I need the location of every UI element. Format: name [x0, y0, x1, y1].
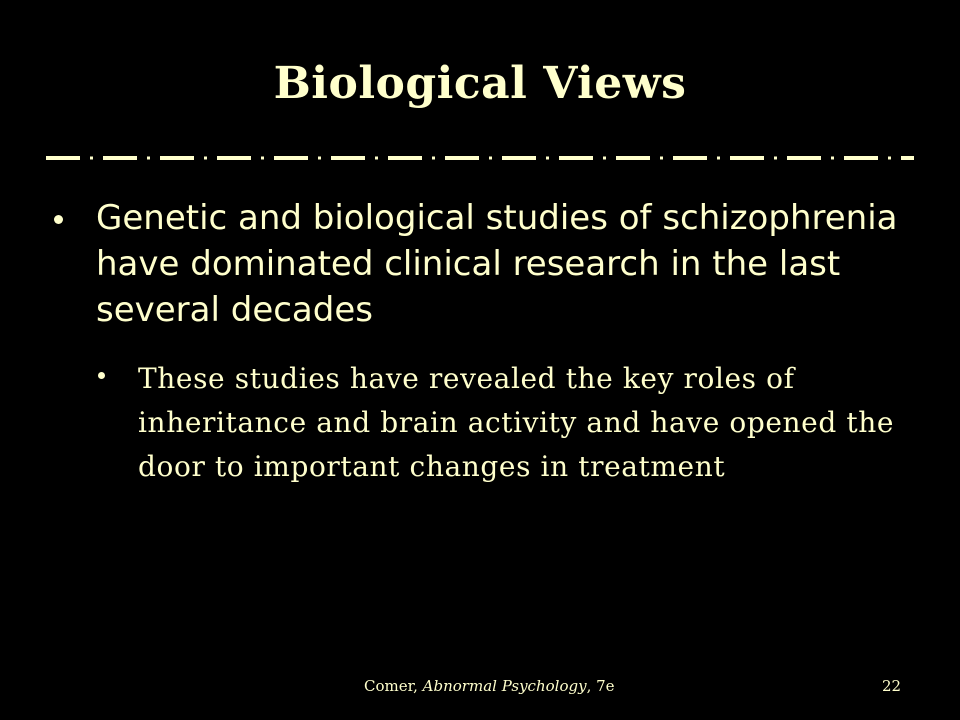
divider-dash [160, 156, 194, 160]
divider-dot [375, 157, 378, 160]
bullet-dot-icon [54, 215, 63, 224]
divider-dash [217, 156, 251, 160]
divider-dash [559, 156, 593, 160]
divider-dash [445, 156, 479, 160]
divider-dot [147, 157, 150, 160]
divider-dot [717, 157, 720, 160]
slide-body [52, 195, 912, 489]
divider-dash [730, 156, 764, 160]
bullet-text: Genetic and biological studies of schizophrenia have dominated clinical research in the last several decades [96, 198, 898, 330]
title-divider [46, 155, 914, 161]
footer-citation [364, 677, 615, 695]
divider-dot [261, 157, 264, 160]
divider-dot [489, 157, 492, 160]
divider-dot [660, 157, 663, 160]
divider-dot [888, 157, 891, 160]
divider-dash [673, 156, 707, 160]
divider-dash [274, 156, 308, 160]
divider-dash [388, 156, 422, 160]
divider-dash [844, 156, 878, 160]
divider-dot [432, 157, 435, 160]
divider-dash [901, 156, 914, 160]
divider-dash [331, 156, 365, 160]
divider-dot [774, 157, 777, 160]
divider-dot [90, 157, 93, 160]
sub-bullet-dot-icon [98, 372, 105, 379]
divider-dash [103, 156, 137, 160]
footer-author: Comer, [364, 677, 423, 695]
bullet-item [52, 195, 912, 333]
footer-edition: , 7e [586, 677, 615, 695]
divider-dot [603, 157, 606, 160]
slide-number: 22 [882, 677, 902, 695]
divider-dash [46, 156, 80, 160]
footer-book-title: Abnormal Psychology [422, 677, 587, 695]
divider-dot [204, 157, 207, 160]
divider-dot [318, 157, 321, 160]
sub-bullet-text: These studies have revealed the key roles of inheritance and brain activity and have opened the door to important changes in treatment [138, 362, 895, 483]
slide-title: Biological Views [273, 58, 687, 109]
sub-bullet-item [96, 357, 912, 489]
divider-dot [831, 157, 834, 160]
divider-dash [787, 156, 821, 160]
divider-dash [616, 156, 650, 160]
divider-dot [546, 157, 549, 160]
divider-dash [502, 156, 536, 160]
